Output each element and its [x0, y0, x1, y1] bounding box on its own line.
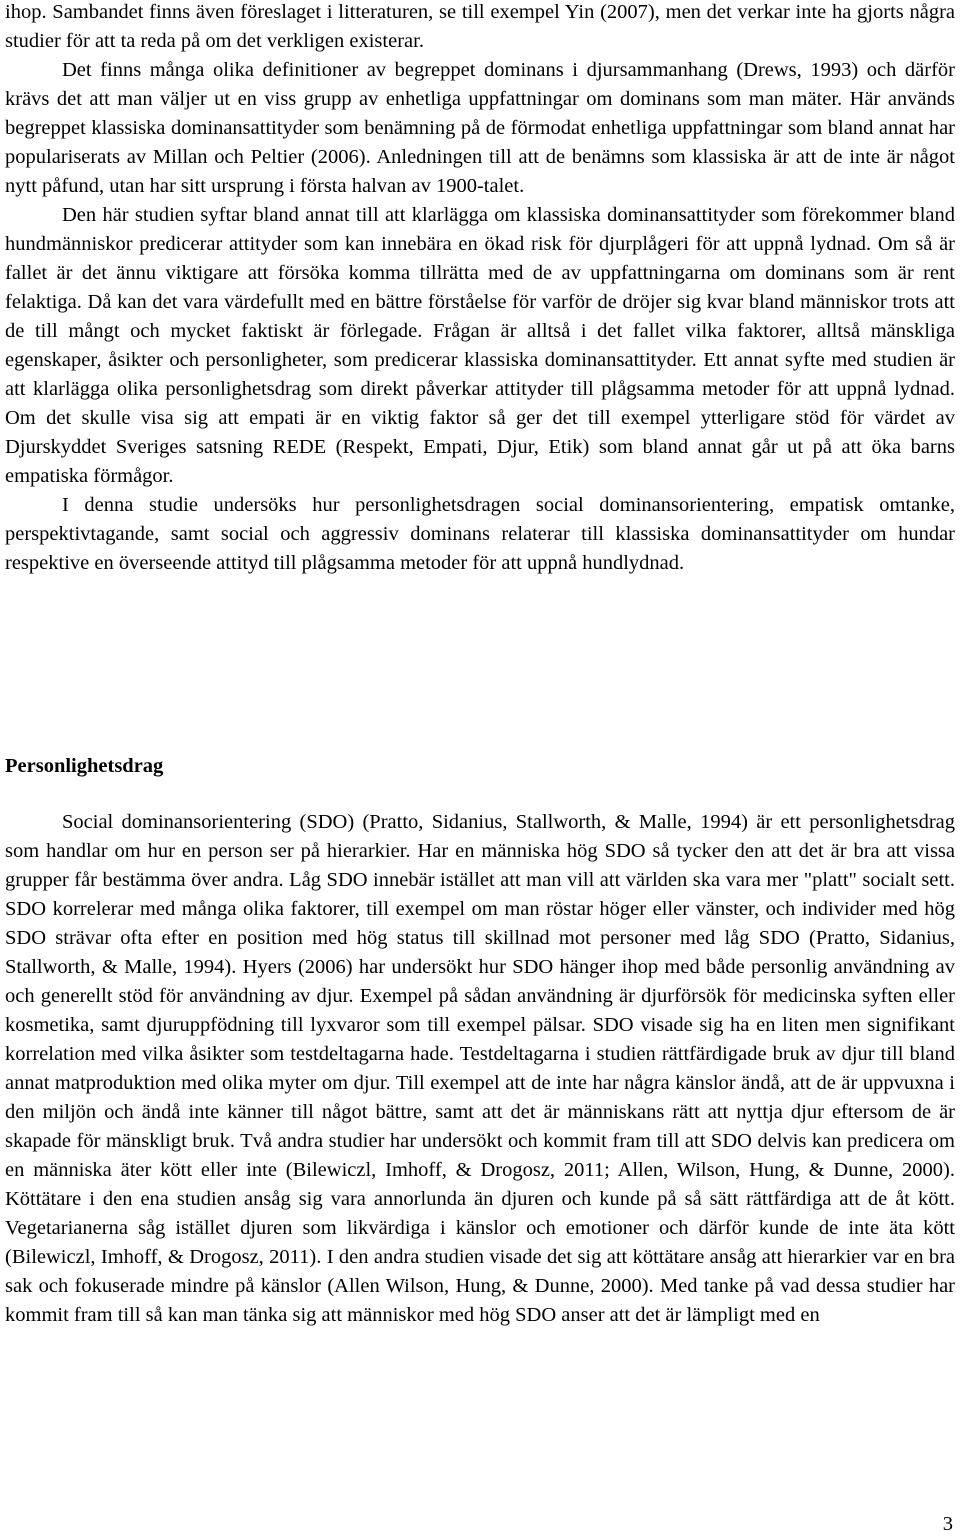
section-heading: Personlighetsdrag: [5, 755, 164, 777]
paragraph-continuation: ihop. Sambandet finns även föreslaget i litteraturen, se till exempel Yin (2007), men det verkar inte ha gjorts några studier för att ta reda på om det verkligen existerar.: [5, 1, 955, 52]
paragraph-sdo: Social dominansorientering (SDO) (Pratto, Sidanius, Stallworth, & Malle, 1994) är ett personlighetsdrag som handlar om hur en person ser på hierarkier. Har en människa hög SDO så tycker den att det är bra att vissa grupper får bestämma över andra. Låg SDO innebär istället att man vill att världen ska vara mer "platt" socialt sett. SDO korrelerar med många olika faktorer, till exempel om man röstar höger eller vänster, och individer med hög SDO strävar ofta efter en position med hög status till skillnad mot personer med låg SDO (Pratto, Sidanius, Stallworth, & Malle, 1994). Hyers (2006) har undersökt hur SDO hänger ihop med både personlig användning av och generellt stöd för användning av djur. Exempel på sådan användning är djurförsök för medicinska syften eller kosmetika, samt djuruppfödning till lyxvaror som till exempel pälsar. SDO visade sig ha en liten men signifikant korrelation med vilka åsikter som testdeltagarna hade. Testdeltagarna i studien rättfärdigade bruk av djur till bland annat matproduktion med olika myter om djur. Till exempel att de inte har några känslor ändå, att de är uppvuxna i den miljön och ändå inte känner till något bättre, samt att det är människans rätt att nyttja djur eftersom de är skapade för mänskligt bruk. Två andra studier har undersökt och kommit fram till att SDO delvis kan predicera om en människa äter kött eller inte (Bilewiczl, Imhoff, & Drogosz, 2011; Allen, Wilson, Hung, & Dunne, 2000). Köttätare i den ena studien ansåg sig vara annorlunda än djuren och kunde på så sätt rättfärdiga att de åt kött. Vegetarianerna såg istället djuren som likvärdiga i känslor och emotioner och därför kunde de inte äta kött (Bilewiczl, Imhoff, & Drogosz, 2011). I den andra studien visade det sig att köttätare ansåg att hierarkier var en bra sak och fokuserade mindre på känslor (Allen Wilson, Hung, & Dunne, 2000). Med tanke på vad dessa studier har kommit fram till så kan man tänka sig att människor med hög SDO anser att det är lämpligt med en: [5, 811, 955, 1326]
intro-text-block: [5, 0, 955, 578]
paragraph-study-aim: Den här studien syftar bland annat till att klarlägga om klassiska dominansattityder som förekommer bland hundmänniskor predicerar attityder som kan innebära en ökad risk för djurplågeri för att uppnå lydnad. Om så är fallet är det ännu viktigare att försöka komma tillrätta med de av uppfattningarna om dominans som är rent felaktiga. Då kan det vara värdefullt med en bättre förståelse för varför de dröjer sig kvar bland människor trots att de till mångt och mycket faktiskt är förlegade. Frågan är alltså i det fallet vilka faktorer, alltså mänskliga egenskaper, åsikter och personligheter, som predicerar klassiska dominansattityder. Ett annat syfte med studien är att klarlägga olika personlighetsdrag som direkt påverkar attityder till plågsamma metoder för att uppnå lydnad. Om det skulle visa sig att empati är en viktig faktor så ger det till exempel ytterligare stöd för värdet av Djurskyddet Sveriges satsning REDE (Respekt, Empati, Djur, Etik) som bland annat går ut på att öka barns empatiska förmågor.: [5, 204, 955, 487]
paragraph-study-scope: I denna studie undersöks hur personlighetsdragen social dominansorientering, empatisk omtanke, perspektivtagande, samt social och aggressiv dominans relaterar till klassiska dominansattityder om hundar respektive en överseende attityd till plågsamma metoder för att uppnå hundlydnad.: [5, 494, 955, 574]
section-text-block: [5, 808, 955, 1330]
page-number: 3: [942, 1513, 953, 1535]
paragraph-definitions: Det finns många olika definitioner av begreppet dominans i djursammanhang (Drews, 1993) och därför krävs det att man väljer ut en viss grupp av enhetliga uppfattningar om dominans som man mäter. Här används begreppet klassiska dominansattityder som benämning på de förmodat enhetliga uppfattningar som bland annat har populariserats av Millan och Peltier (2006). Anledningen till att de benämns som klassiska är att de inte är något nytt påfund, utan har sitt ursprung i första halvan av 1900-talet.: [5, 59, 955, 197]
